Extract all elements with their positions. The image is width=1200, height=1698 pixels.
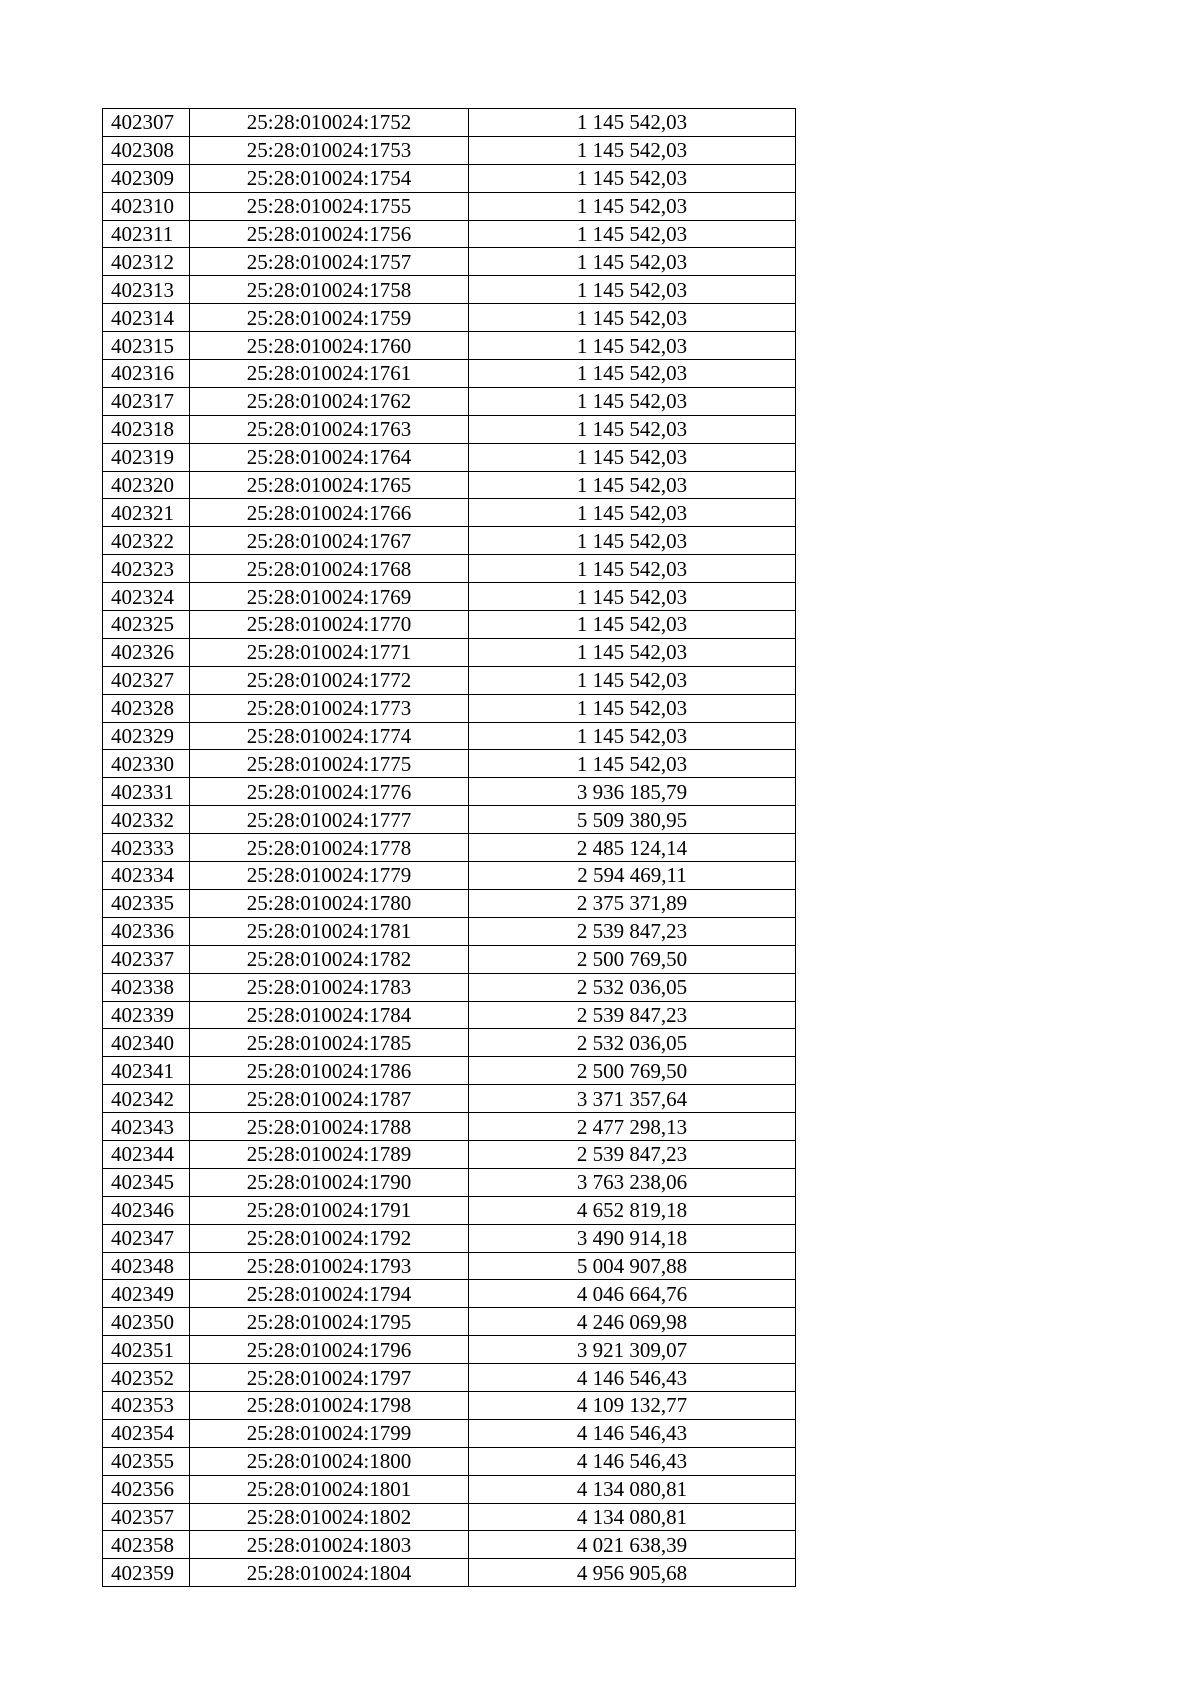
cadastral-value-cell: 4 652 819,18 — [469, 1196, 796, 1224]
cadastral-number-cell: 25:28:010024:1769 — [190, 583, 469, 611]
cadastral-number-cell: 25:28:010024:1765 — [190, 471, 469, 499]
row-id-cell: 402338 — [103, 973, 190, 1001]
row-id-cell: 402351 — [103, 1336, 190, 1364]
cadastral-value-cell: 1 145 542,03 — [469, 360, 796, 388]
row-id-cell: 402349 — [103, 1280, 190, 1308]
table-row — [103, 1531, 796, 1559]
table-row — [103, 276, 796, 304]
table-row — [103, 778, 796, 806]
table-row — [103, 360, 796, 388]
row-id-cell: 402334 — [103, 862, 190, 890]
row-id-cell: 402308 — [103, 136, 190, 164]
row-id-cell: 402321 — [103, 499, 190, 527]
cadastral-number-cell: 25:28:010024:1763 — [190, 415, 469, 443]
table-row — [103, 917, 796, 945]
cadastral-value-cell: 1 145 542,03 — [469, 443, 796, 471]
table-row — [103, 136, 796, 164]
table-row — [103, 527, 796, 555]
row-id-cell: 402358 — [103, 1531, 190, 1559]
cadastral-number-cell: 25:28:010024:1788 — [190, 1113, 469, 1141]
row-id-cell: 402309 — [103, 164, 190, 192]
cadastral-value-cell: 4 246 069,98 — [469, 1308, 796, 1336]
cadastral-value-cell: 2 500 769,50 — [469, 1057, 796, 1085]
table-row — [103, 415, 796, 443]
cadastral-number-cell: 25:28:010024:1772 — [190, 666, 469, 694]
row-id-cell: 402331 — [103, 778, 190, 806]
cadastral-value-cell: 4 146 546,43 — [469, 1364, 796, 1392]
cadastral-number-cell: 25:28:010024:1804 — [190, 1559, 469, 1587]
cadastral-number-cell: 25:28:010024:1785 — [190, 1029, 469, 1057]
row-id-cell: 402342 — [103, 1085, 190, 1113]
table-row — [103, 1168, 796, 1196]
row-id-cell: 402355 — [103, 1447, 190, 1475]
table-row — [103, 638, 796, 666]
row-id-cell: 402322 — [103, 527, 190, 555]
table-row — [103, 1057, 796, 1085]
cadastral-number-cell: 25:28:010024:1755 — [190, 192, 469, 220]
cadastral-number-cell: 25:28:010024:1757 — [190, 248, 469, 276]
table-row — [103, 945, 796, 973]
cadastral-number-cell: 25:28:010024:1753 — [190, 136, 469, 164]
cadastral-number-cell: 25:28:010024:1770 — [190, 611, 469, 639]
table-row — [103, 806, 796, 834]
table-row — [103, 1252, 796, 1280]
cadastral-value-cell: 4 046 664,76 — [469, 1280, 796, 1308]
cadastral-value-cell: 1 145 542,03 — [469, 332, 796, 360]
cadastral-value-cell: 3 763 238,06 — [469, 1168, 796, 1196]
cadastral-number-cell: 25:28:010024:1761 — [190, 360, 469, 388]
table-row — [103, 694, 796, 722]
table-row — [103, 611, 796, 639]
cadastral-value-cell: 1 145 542,03 — [469, 499, 796, 527]
cadastral-number-cell: 25:28:010024:1775 — [190, 750, 469, 778]
cadastral-value-cell: 4 021 638,39 — [469, 1531, 796, 1559]
table-row — [103, 109, 796, 137]
cadastral-number-cell: 25:28:010024:1781 — [190, 917, 469, 945]
cadastral-value-cell: 1 145 542,03 — [469, 555, 796, 583]
row-id-cell: 402357 — [103, 1503, 190, 1531]
row-id-cell: 402317 — [103, 387, 190, 415]
row-id-cell: 402316 — [103, 360, 190, 388]
row-id-cell: 402325 — [103, 611, 190, 639]
cadastral-number-cell: 25:28:010024:1759 — [190, 304, 469, 332]
cadastral-value-cell: 2 539 847,23 — [469, 1140, 796, 1168]
cadastral-number-cell: 25:28:010024:1798 — [190, 1391, 469, 1419]
cadastral-value-cell: 1 145 542,03 — [469, 192, 796, 220]
cadastral-number-cell: 25:28:010024:1771 — [190, 638, 469, 666]
row-id-cell: 402311 — [103, 220, 190, 248]
cadastral-value-cell: 2 532 036,05 — [469, 1029, 796, 1057]
cadastral-value-cell: 1 145 542,03 — [469, 220, 796, 248]
row-id-cell: 402318 — [103, 415, 190, 443]
cadastral-value-cell: 1 145 542,03 — [469, 611, 796, 639]
cadastral-value-cell: 2 485 124,14 — [469, 834, 796, 862]
table-row — [103, 1447, 796, 1475]
row-id-cell: 402343 — [103, 1113, 190, 1141]
cadastral-value-cell: 1 145 542,03 — [469, 471, 796, 499]
cadastral-value-cell: 1 145 542,03 — [469, 387, 796, 415]
cadastral-number-cell: 25:28:010024:1795 — [190, 1308, 469, 1336]
table-row — [103, 1196, 796, 1224]
cadastral-value-cell: 2 500 769,50 — [469, 945, 796, 973]
cadastral-number-cell: 25:28:010024:1793 — [190, 1252, 469, 1280]
cadastral-value-cell: 1 145 542,03 — [469, 722, 796, 750]
row-id-cell: 402346 — [103, 1196, 190, 1224]
table-row — [103, 304, 796, 332]
cadastral-value-cell: 4 134 080,81 — [469, 1475, 796, 1503]
table-row — [103, 750, 796, 778]
cadastral-number-cell: 25:28:010024:1794 — [190, 1280, 469, 1308]
cadastral-value-cell: 2 539 847,23 — [469, 1001, 796, 1029]
cadastral-value-cell: 1 145 542,03 — [469, 638, 796, 666]
cadastral-value-cell: 1 145 542,03 — [469, 276, 796, 304]
cadastral-value-cell: 2 539 847,23 — [469, 917, 796, 945]
table-row — [103, 862, 796, 890]
cadastral-value-cell: 3 936 185,79 — [469, 778, 796, 806]
cadastral-value-cell: 1 145 542,03 — [469, 527, 796, 555]
row-id-cell: 402324 — [103, 583, 190, 611]
table-row — [103, 192, 796, 220]
cadastral-number-cell: 25:28:010024:1787 — [190, 1085, 469, 1113]
table-row — [103, 834, 796, 862]
row-id-cell: 402354 — [103, 1419, 190, 1447]
table-row — [103, 332, 796, 360]
table-row — [103, 1308, 796, 1336]
row-id-cell: 402341 — [103, 1057, 190, 1085]
cadastral-value-cell: 4 109 132,77 — [469, 1391, 796, 1419]
cadastral-number-cell: 25:28:010024:1802 — [190, 1503, 469, 1531]
cadastral-number-cell: 25:28:010024:1760 — [190, 332, 469, 360]
table-row — [103, 722, 796, 750]
table-row — [103, 1113, 796, 1141]
row-id-cell: 402337 — [103, 945, 190, 973]
cadastral-number-cell: 25:28:010024:1780 — [190, 889, 469, 917]
cadastral-value-cell: 5 509 380,95 — [469, 806, 796, 834]
cadastral-number-cell: 25:28:010024:1778 — [190, 834, 469, 862]
cadastral-number-cell: 25:28:010024:1796 — [190, 1336, 469, 1364]
table-row — [103, 1419, 796, 1447]
row-id-cell: 402329 — [103, 722, 190, 750]
cadastral-value-cell: 1 145 542,03 — [469, 164, 796, 192]
row-id-cell: 402320 — [103, 471, 190, 499]
cadastral-value-cell: 1 145 542,03 — [469, 415, 796, 443]
cadastral-number-cell: 25:28:010024:1789 — [190, 1140, 469, 1168]
cadastral-number-cell: 25:28:010024:1752 — [190, 109, 469, 137]
row-id-cell: 402356 — [103, 1475, 190, 1503]
table-row — [103, 1391, 796, 1419]
cadastral-value-cell: 3 371 357,64 — [469, 1085, 796, 1113]
cadastral-number-cell: 25:28:010024:1764 — [190, 443, 469, 471]
cadastral-value-cell: 1 145 542,03 — [469, 304, 796, 332]
cadastral-number-cell: 25:28:010024:1784 — [190, 1001, 469, 1029]
cadastral-number-cell: 25:28:010024:1800 — [190, 1447, 469, 1475]
row-id-cell: 402350 — [103, 1308, 190, 1336]
table-row — [103, 666, 796, 694]
row-id-cell: 402319 — [103, 443, 190, 471]
table-row — [103, 555, 796, 583]
cadastral-number-cell: 25:28:010024:1782 — [190, 945, 469, 973]
cadastral-number-cell: 25:28:010024:1762 — [190, 387, 469, 415]
cadastral-number-cell: 25:28:010024:1790 — [190, 1168, 469, 1196]
row-id-cell: 402328 — [103, 694, 190, 722]
cadastral-number-cell: 25:28:010024:1758 — [190, 276, 469, 304]
row-id-cell: 402344 — [103, 1140, 190, 1168]
cadastral-number-cell: 25:28:010024:1783 — [190, 973, 469, 1001]
row-id-cell: 402312 — [103, 248, 190, 276]
table-row — [103, 387, 796, 415]
cadastral-value-cell: 3 490 914,18 — [469, 1224, 796, 1252]
table-row — [103, 1503, 796, 1531]
cadastral-number-cell: 25:28:010024:1797 — [190, 1364, 469, 1392]
row-id-cell: 402353 — [103, 1391, 190, 1419]
table-row — [103, 220, 796, 248]
row-id-cell: 402307 — [103, 109, 190, 137]
table-row — [103, 889, 796, 917]
row-id-cell: 402330 — [103, 750, 190, 778]
cadastral-number-cell: 25:28:010024:1754 — [190, 164, 469, 192]
cadastral-number-cell: 25:28:010024:1803 — [190, 1531, 469, 1559]
cadastral-value-cell: 1 145 542,03 — [469, 583, 796, 611]
cadastral-value-cell: 4 146 546,43 — [469, 1447, 796, 1475]
row-id-cell: 402359 — [103, 1559, 190, 1587]
table-row — [103, 1029, 796, 1057]
table-row — [103, 1559, 796, 1587]
table-row — [103, 471, 796, 499]
cadastral-value-cell: 3 921 309,07 — [469, 1336, 796, 1364]
cadastral-value-cell: 2 375 371,89 — [469, 889, 796, 917]
cadastral-value-table — [102, 108, 796, 1587]
cadastral-value-cell: 1 145 542,03 — [469, 666, 796, 694]
cadastral-value-cell: 4 956 905,68 — [469, 1559, 796, 1587]
cadastral-number-cell: 25:28:010024:1777 — [190, 806, 469, 834]
cadastral-number-cell: 25:28:010024:1801 — [190, 1475, 469, 1503]
cadastral-number-cell: 25:28:010024:1756 — [190, 220, 469, 248]
row-id-cell: 402352 — [103, 1364, 190, 1392]
cadastral-value-cell: 2 594 469,11 — [469, 862, 796, 890]
table-row — [103, 1140, 796, 1168]
table-row — [103, 1224, 796, 1252]
row-id-cell: 402335 — [103, 889, 190, 917]
table-body — [103, 109, 796, 1587]
table-row — [103, 583, 796, 611]
row-id-cell: 402314 — [103, 304, 190, 332]
row-id-cell: 402340 — [103, 1029, 190, 1057]
cadastral-value-cell: 2 477 298,13 — [469, 1113, 796, 1141]
cadastral-number-cell: 25:28:010024:1799 — [190, 1419, 469, 1447]
cadastral-value-cell: 4 146 546,43 — [469, 1419, 796, 1447]
table-row — [103, 973, 796, 1001]
cadastral-number-cell: 25:28:010024:1773 — [190, 694, 469, 722]
row-id-cell: 402332 — [103, 806, 190, 834]
cadastral-number-cell: 25:28:010024:1779 — [190, 862, 469, 890]
table-row — [103, 1280, 796, 1308]
row-id-cell: 402313 — [103, 276, 190, 304]
cadastral-number-cell: 25:28:010024:1792 — [190, 1224, 469, 1252]
row-id-cell: 402333 — [103, 834, 190, 862]
cadastral-value-cell: 1 145 542,03 — [469, 248, 796, 276]
table-row — [103, 443, 796, 471]
table-row — [103, 164, 796, 192]
row-id-cell: 402315 — [103, 332, 190, 360]
row-id-cell: 402336 — [103, 917, 190, 945]
cadastral-number-cell: 25:28:010024:1774 — [190, 722, 469, 750]
cadastral-number-cell: 25:28:010024:1766 — [190, 499, 469, 527]
cadastral-number-cell: 25:28:010024:1786 — [190, 1057, 469, 1085]
row-id-cell: 402326 — [103, 638, 190, 666]
row-id-cell: 402339 — [103, 1001, 190, 1029]
cadastral-value-cell: 2 532 036,05 — [469, 973, 796, 1001]
row-id-cell: 402345 — [103, 1168, 190, 1196]
row-id-cell: 402348 — [103, 1252, 190, 1280]
row-id-cell: 402310 — [103, 192, 190, 220]
cadastral-value-cell: 5 004 907,88 — [469, 1252, 796, 1280]
table-row — [103, 499, 796, 527]
row-id-cell: 402327 — [103, 666, 190, 694]
cadastral-value-cell: 4 134 080,81 — [469, 1503, 796, 1531]
cadastral-value-cell: 1 145 542,03 — [469, 109, 796, 137]
cadastral-number-cell: 25:28:010024:1791 — [190, 1196, 469, 1224]
cadastral-value-cell: 1 145 542,03 — [469, 750, 796, 778]
table-row — [103, 1364, 796, 1392]
table-row — [103, 248, 796, 276]
table-row — [103, 1085, 796, 1113]
table-row — [103, 1001, 796, 1029]
table-row — [103, 1475, 796, 1503]
table-row — [103, 1336, 796, 1364]
cadastral-number-cell: 25:28:010024:1768 — [190, 555, 469, 583]
row-id-cell: 402323 — [103, 555, 190, 583]
cadastral-number-cell: 25:28:010024:1767 — [190, 527, 469, 555]
row-id-cell: 402347 — [103, 1224, 190, 1252]
cadastral-value-cell: 1 145 542,03 — [469, 136, 796, 164]
cadastral-value-cell: 1 145 542,03 — [469, 694, 796, 722]
cadastral-number-cell: 25:28:010024:1776 — [190, 778, 469, 806]
